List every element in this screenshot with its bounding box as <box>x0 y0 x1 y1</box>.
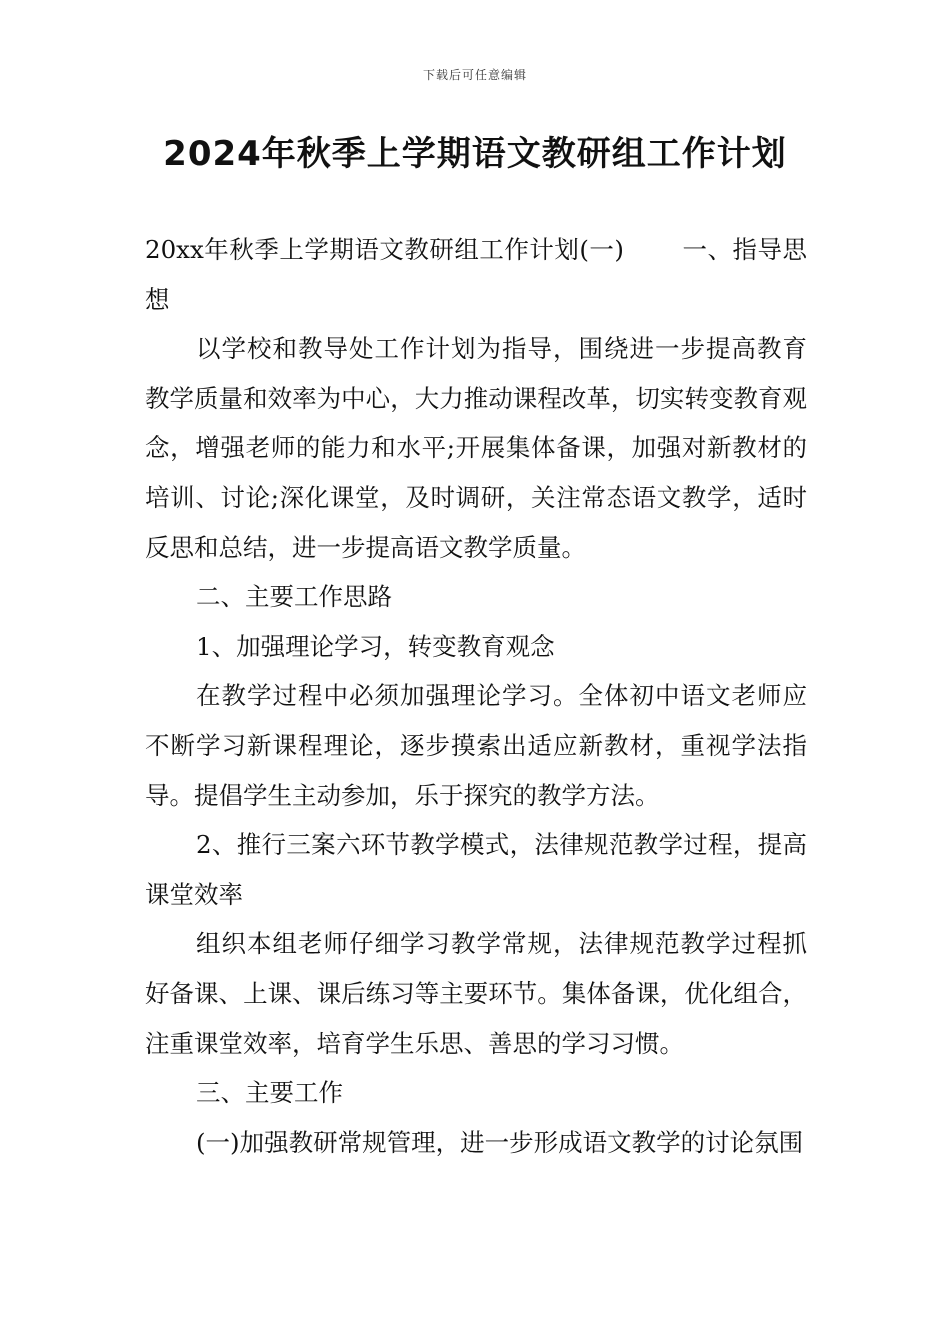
subheading-research-management: (一)加强教研常规管理，进一步形成语文教学的讨论氛围 <box>196 1127 804 1157</box>
section-heading-guiding-ideology: 一、指导思想 <box>145 235 807 314</box>
section-heading-main-ideas: 二、主要工作思路 <box>196 582 392 612</box>
section-heading-main-work: 三、主要工作 <box>196 1078 343 1108</box>
paragraph-theory-study: 在教学过程中必须加强理论学习。全体初中语文老师应不断学习新课程理论，逐步摸索出适应新教材，重视学法指导。提倡学生主动参加，乐于探究的教学方法。 <box>145 681 807 810</box>
plan-subtitle: 20xx年秋季上学期语文教研组工作计划(一) <box>145 235 624 264</box>
header-note: 下载后可任意编辑 <box>422 68 527 82</box>
paragraph-guiding-ideology: 以学校和教导处工作计划为指导，围绕进一步提高教育教学质量和效率为中心，大力推动课程改革，切实转变教育观念，增强老师的能力和水平;开展集体备课，加强对新教材的培训、讨论;深化课堂，及时调研，关注常态语文教学，适时反思和总结，进一步提高语文教学质量。 <box>145 334 807 562</box>
paragraph-teaching-model: 组织本组老师仔细学习教学常规，法律规范教学过程抓好备课、上课、课后练习等主要环节。集体备课，优化组合，注重课堂效率，培育学生乐思、善思的学习习惯。 <box>145 929 807 1058</box>
intro-line <box>145 225 807 324</box>
document-title: 2024年秋季上学期语文教研组工作计划 <box>163 134 787 174</box>
subheading-theory-study: 1、加强理论学习，转变教育观念 <box>196 631 555 661</box>
subheading-teaching-model: 2、推行三案六环节教学模式，法律规范教学过程，提高课堂效率 <box>145 830 807 909</box>
document-body <box>145 225 807 1167</box>
